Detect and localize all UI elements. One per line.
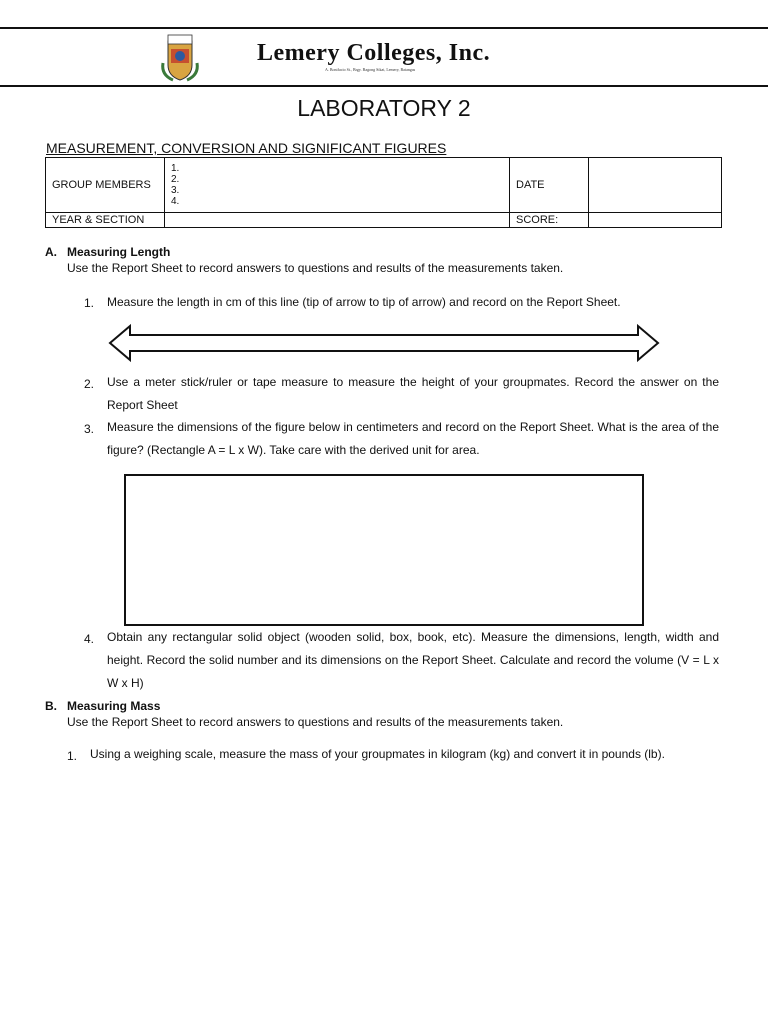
member-1: 1. [171,163,180,174]
section-b-title: Measuring Mass [67,699,161,713]
a-item-1-text: Measure the length in cm of this line (tip of arrow to tip of arrow) and record on the Report Sheet. [107,295,621,309]
b-item-1-number: 1. [67,749,78,763]
date-value-cell [589,158,722,213]
a-item-3-number: 3. [84,422,95,436]
double-arrow-line [108,323,660,368]
member-4: 4. [171,196,180,207]
school-logo [155,33,205,83]
measurement-rectangle [124,474,644,626]
date-label: DATE [510,158,589,213]
year-section-label: YEAR & SECTION [46,213,165,228]
header-top-rule [0,27,768,29]
a-item-4-number: 4. [84,632,95,646]
info-table [45,157,722,228]
lab-subtitle: MEASUREMENT, CONVERSION AND SIGNIFICANT FIGURES [46,140,447,156]
group-members-label: GROUP MEMBERS [46,158,165,213]
a-item-3-text: Measure the dimensions of the figure below in centimeters and record on the Report Sheet. What is the area of the figure? (Rectangle A = L x W). Take care with the derived unit for area. [107,420,719,457]
score-label: SCORE: [510,213,589,228]
score-value-cell [589,213,722,228]
member-2: 2. [171,174,180,185]
section-b-letter: B. [45,699,57,713]
member-3: 3. [171,185,180,196]
a-item-1-number: 1. [84,296,95,310]
header-bottom-rule [0,85,768,87]
a-item-2-number: 2. [84,377,95,391]
a-item-2-text: Use a meter stick/ruler or tape measure to measure the height of your groupmates. Record the answer on the Report Sheet [107,375,719,412]
section-a-intro: Use the Report Sheet to record answers to questions and results of the measurements taken. [67,261,564,275]
b-item-1-text: Using a weighing scale, measure the mass of your groupmates in kilogram (kg) and convert it in pounds (lb). [90,747,665,761]
lab-title: LABORATORY 2 [297,95,471,121]
year-section-value-cell [165,213,510,228]
section-a-letter: A. [45,245,57,259]
school-name: Lemery Colleges, Inc. [257,40,491,66]
section-a-title: Measuring Length [67,245,171,259]
a-item-4-text: Obtain any rectangular solid object (wooden solid, box, book, etc). Measure the dimensions, length, width and height. Record the solid number and its dimensions on the Report Sheet. Calculate and record the volume (V = L x W x H) [107,630,719,690]
members-cell [165,158,510,213]
school-address: A. Bonifacio St., Brgy. Bagong Sikat, Lemery, Batangas [325,67,416,72]
section-b-intro: Use the Report Sheet to record answers to questions and results of the measurements taken. [67,715,564,729]
